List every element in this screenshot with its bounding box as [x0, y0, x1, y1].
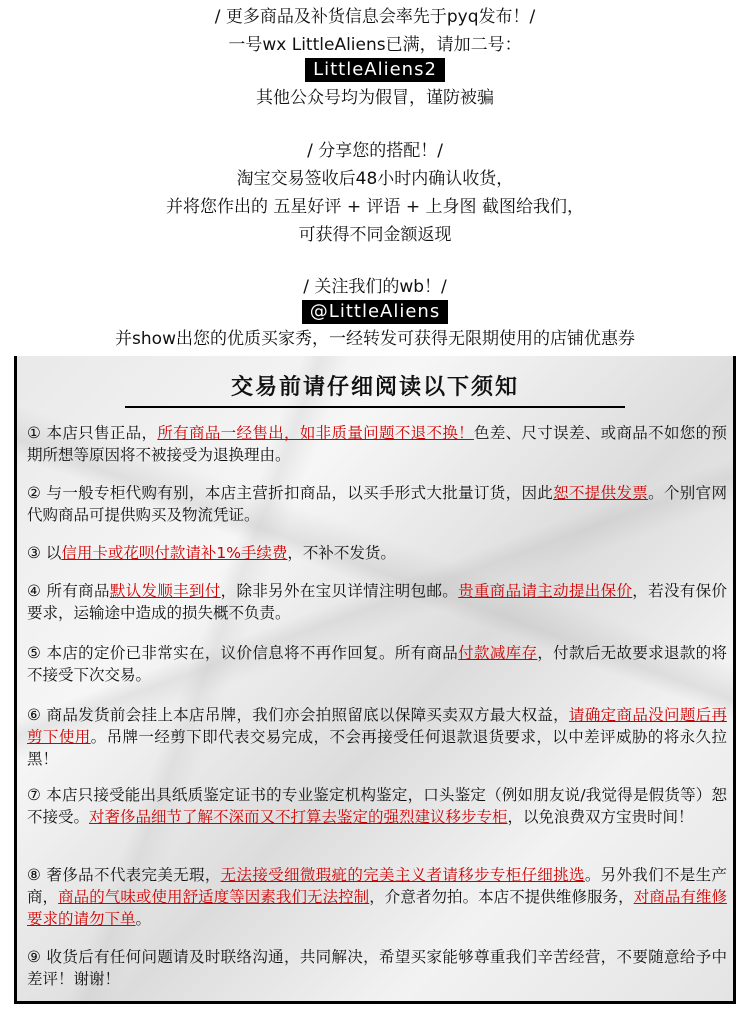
weibo-id-tag: @LittleAliens [302, 300, 448, 324]
notice-item-1: ① 本店只售正品，所有商品一经售出，如非质量问题不退不换！色差、尺寸误差、或商品不如您的预期所想等原因将不被接受为退换理由。 [27, 424, 727, 464]
title-underline [125, 406, 625, 408]
header-line-1: / 更多商品及补货信息会率先于pyq发布！/ [214, 7, 536, 27]
notice-box [14, 356, 736, 1004]
notice-item-3: ③ 以信用卡或花呗付款请补1%手续费，不补不发货。 [27, 544, 396, 562]
header-line-6: 并将您作出的 五星好评 + 评语 + 上身图 截图给我们， [166, 197, 584, 217]
notice-item-4: ④ 所有商品默认发顺丰到付，除非另外在宝贝详情注明包邮。贵重商品请主动提出保价，若没有保价要求，运输途中造成的损失概不负责。 [27, 582, 727, 622]
notice-item-2: ② 与一般专柜代购有别，本店主营折扣商品，以买手形式大批量订货，因此恕不提供发票。个别官网代购商品可提供购买及物流凭证。 [27, 484, 727, 524]
header-line-9: 并show出您的优质买家秀，一经转发可获得无限期使用的店铺优惠券 [115, 329, 635, 349]
notice-item-9: ⑨ 收货后有任何问题请及时联络沟通，共同解决，希望买家能够尊重我们辛苦经营，不要随意给予中差评！谢谢！ [27, 948, 727, 988]
header-line-3: 其他公众号均为假冒，谨防被骗 [256, 88, 494, 108]
header-line-8: / 关注我们的wb！/ [303, 277, 447, 297]
notice-item-5: ⑤ 本店的定价已非常实在，议价信息将不再作回复。所有商品付款减库存，付款后无故要求退款的将不接受下次交易。 [27, 644, 727, 684]
wechat-id-tag: LittleAliens2 [305, 58, 445, 82]
notice-item-7: ⑦ 本店只接受能出具纸质鉴定证书的专业鉴定机构鉴定，口头鉴定（例如朋友说/我觉得是假货等）恕不接受。对奢侈品细节了解不深而又不打算去鉴定的强烈建议移步专柜，以免浪费双方宝贵时间！ [27, 786, 727, 826]
notice-item-8: ⑧ 奢侈品不代表完美无瑕，无法接受细微瑕疵的完美主义者请移步专柜仔细挑选。另外我们不是生产商，商品的气味或使用舒适度等因素我们无法控制，介意者勿拍。本店不提供维修服务，对商品有维修要求的请勿下单。 [27, 866, 727, 928]
notice-title: 交易前请仔细阅读以下须知 [230, 375, 519, 400]
header-line-7: 可获得不同金额返现 [298, 225, 452, 245]
header-line-2: 一号wx LittleAliens已满，请加二号： [228, 35, 522, 55]
notice-item-6: ⑥ 商品发货前会挂上本店吊牌，我们亦会拍照留底以保障买卖双方最大权益，请确定商品没问题后再剪下使用。吊牌一经剪下即代表交易完成，不会再接受任何退款退货要求，以中差评威胁的将永久拉黑！ [27, 706, 727, 768]
header-line-4: / 分享您的搭配！/ [307, 141, 443, 161]
header-line-5: 淘宝交易签收后48小时内确认收货， [236, 169, 514, 189]
